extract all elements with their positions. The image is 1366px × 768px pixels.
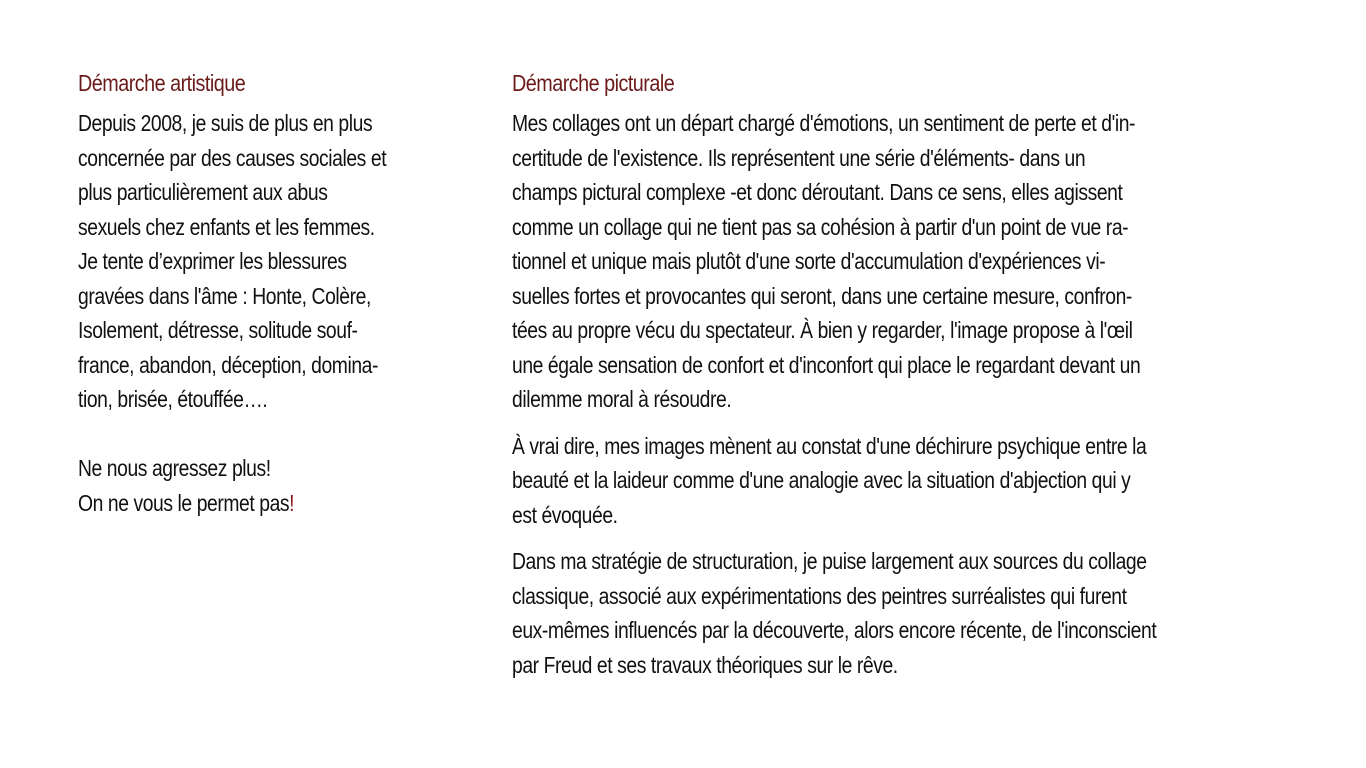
text-line: une égale sensation de confort et d'inconfort qui place le regardant devant un [512,351,1141,378]
text-line: Dans ma stratégie de structuration, je puise largement aux sources du collage [512,548,1147,574]
paragraph-spacer [512,417,1312,429]
pictorial-paragraph [512,544,1312,682]
text-line: champs pictural complexe -et donc déroutant. Dans ce sens, elles agissent [512,179,1123,205]
pictorial-approach-body [512,106,1312,682]
text-line: suelles fortes et provocantes qui seront, dans une certaine mesure, confron- [512,282,1132,309]
closing-line-1: Ne nous agressez plus! [78,455,271,481]
pictorial-paragraph [512,429,1312,533]
text-line: Depuis 2008, je suis de plus en plus [78,110,373,136]
text-line: beauté et la laideur comme d'une analogie avec la situation d'abjection qui y [512,467,1131,493]
text-line: dilemme moral à résoudre. [512,386,732,412]
pictorial-approach-heading: Démarche picturale [512,70,675,96]
artistic-approach-heading: Démarche artistique [78,70,246,96]
pictorial-paragraph [512,106,1312,417]
text-line: tées au propre vécu du spectateur. À bien y regarder, l'image propose à l'œil [512,317,1133,343]
text-line: certitude de l'existence. Ils représentent une série d'éléments- dans un [512,144,1086,171]
text-line: tionnel et unique mais plutôt d'une sorte d'accumulation d'expériences vi- [512,248,1106,274]
text-line: par Freud et ses travaux théoriques sur le rêve. [512,651,898,678]
closing-line-2-text: On ne vous le permet pas [78,489,290,516]
text-line: classique, associé aux expérimentations des peintres surréalistes qui furent [512,582,1127,609]
paragraph-spacer [512,532,1312,544]
text-line: Isolement, détresse, solitude souf- [78,317,358,343]
artistic-approach-paragraph [78,106,468,417]
text-line: sexuels chez enfants et les femmes. [78,213,375,240]
text-line: france, abandon, déception, domina- [78,351,379,378]
closing-line-2 [78,486,406,521]
text-line: comme un collage qui ne tient pas sa cohésion à partir d'un point de vue ra- [512,213,1129,240]
paragraph-spacer [78,417,468,452]
text-line: eux-mêmes influencés par la découverte, alors encore récente, de l'inconscient [512,617,1157,643]
text-line: Mes collages ont un départ chargé d'émotions, un sentiment de perte et d'in- [512,110,1136,136]
closing-statement [78,451,468,520]
text-line: plus particulièrement aux abus [78,179,328,205]
text-line: est évoquée. [512,501,618,528]
text-line: gravées dans l'âme : Honte, Colère, [78,282,371,309]
text-line: concernée par des causes sociales et [78,144,387,171]
pictorial-approach-section [512,66,1312,682]
text-line: tion, brisée, étouffée…. [78,386,268,412]
text-line: Je tente d’exprimer les blessures [78,248,347,274]
exclamation-mark: ! [289,489,295,516]
text-line: À vrai dire, mes images mènent au constat d'une déchirure psychique entre la [512,432,1147,459]
artistic-approach-section [78,66,468,520]
